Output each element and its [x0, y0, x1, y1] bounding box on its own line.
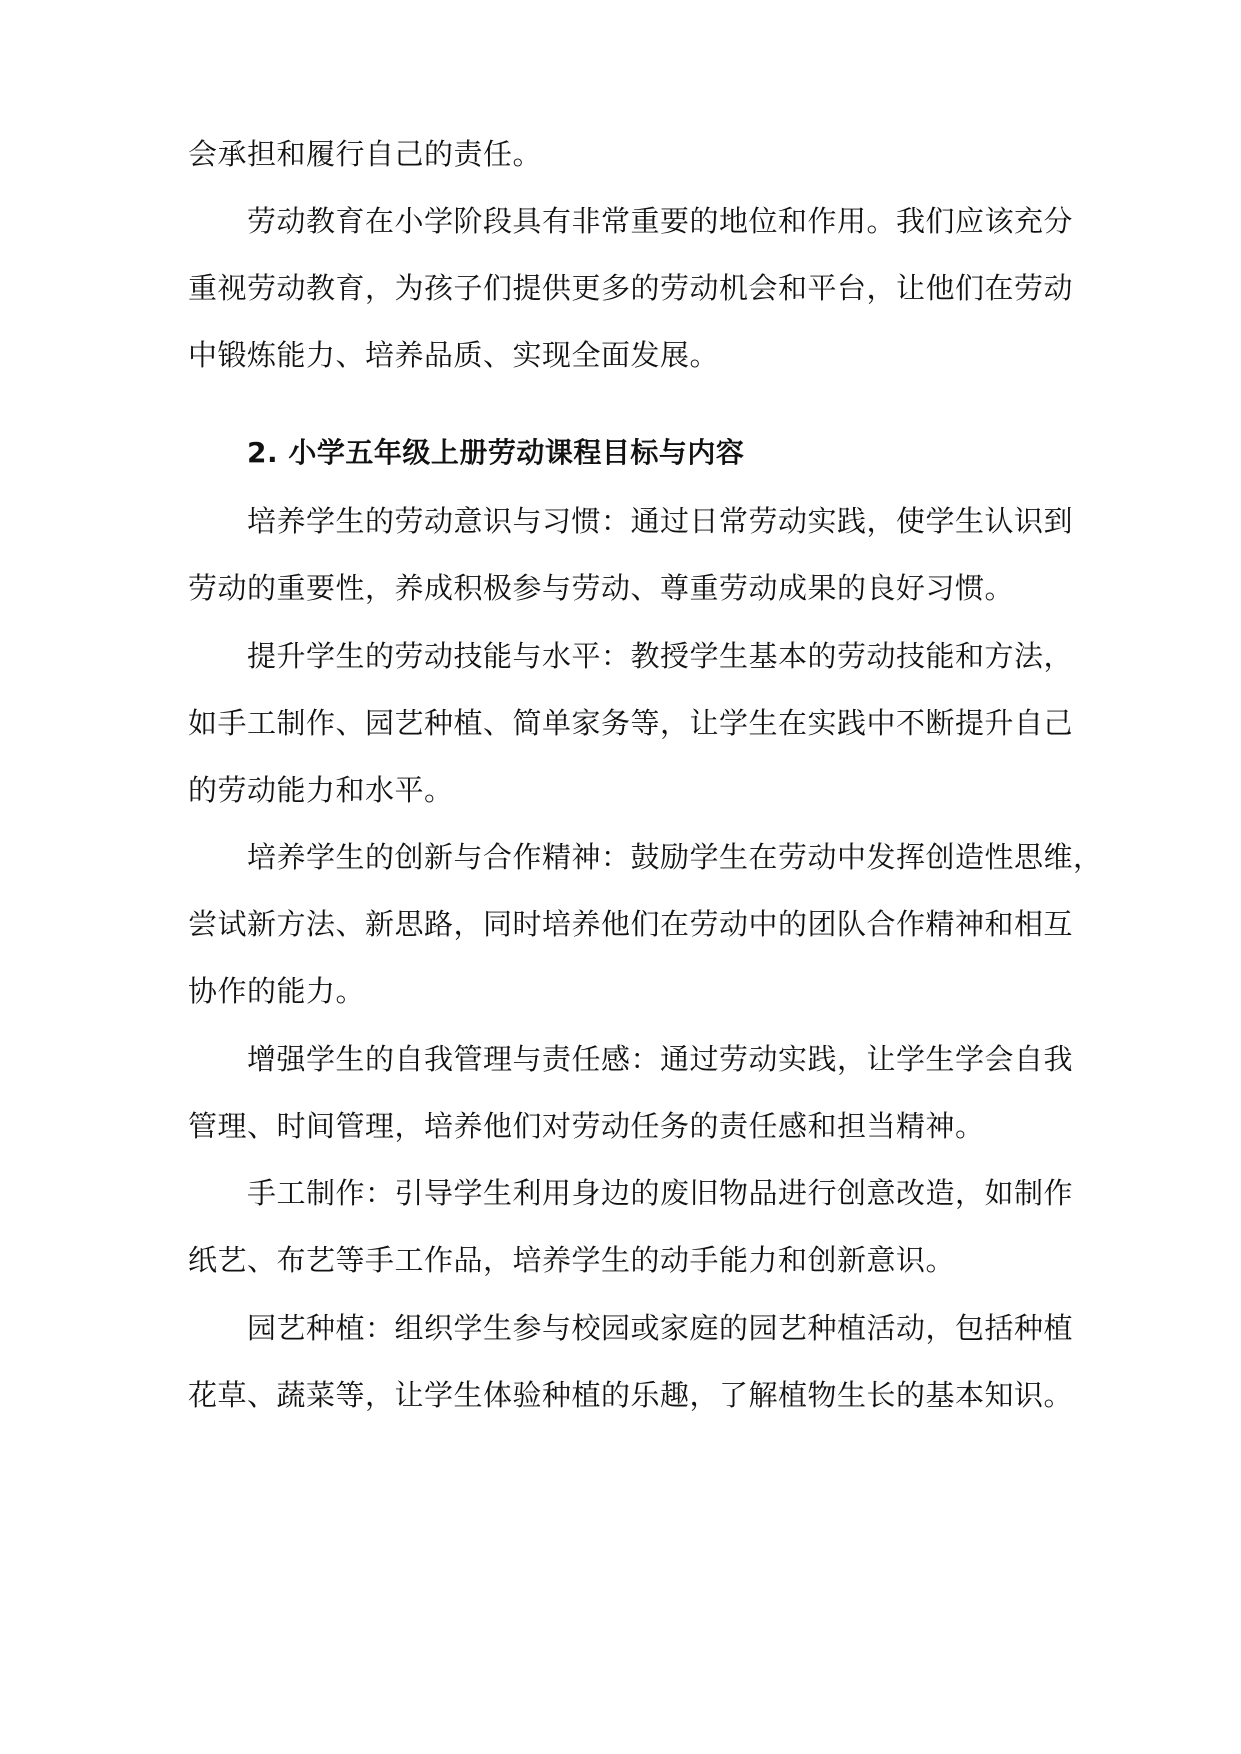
paragraph-line: 劳动的重要性，养成积极参与劳动、尊重劳动成果的良好习惯。 — [188, 571, 1015, 605]
paragraph-line: 提升学生的劳动技能与水平：教授学生基本的劳动技能和方法， — [247, 639, 1074, 673]
paragraph-line: 手工制作：引导学生利用身边的废旧物品进行创意改造，如制作 — [247, 1176, 1074, 1210]
paragraph-line: 劳动教育在小学阶段具有非常重要的地位和作用。我们应该充分 — [247, 204, 1074, 238]
paragraph-line: 如手工制作、园艺种植、简单家务等，让学生在实践中不断提升自己 — [188, 706, 1074, 740]
paragraph-line: 纸艺、布艺等手工作品，培养学生的动手能力和创新意识。 — [188, 1243, 956, 1277]
paragraph-line: 尝试新方法、新思路，同时培养他们在劳动中的团队合作精神和相互 — [188, 907, 1074, 941]
paragraph-line: 管理、时间管理，培养他们对劳动任务的责任感和担当精神。 — [188, 1109, 985, 1143]
paragraph-line: 培养学生的创新与合作精神：鼓励学生在劳动中发挥创造性思维， — [247, 840, 1103, 874]
paragraph-line: 的劳动能力和水平。 — [188, 773, 454, 807]
paragraph-line: 增强学生的自我管理与责任感：通过劳动实践，让学生学会自我 — [247, 1042, 1074, 1076]
paragraph-line: 重视劳动教育，为孩子们提供更多的劳动机会和平台，让他们在劳动 — [188, 271, 1074, 305]
section-heading: 2. 小学五年级上册劳动课程目标与内容 — [247, 436, 745, 469]
paragraph-line: 中锻炼能力、培养品质、实现全面发展。 — [188, 338, 720, 372]
paragraph-line: 培养学生的劳动意识与习惯：通过日常劳动实践，使学生认识到 — [247, 504, 1074, 538]
paragraph-line: 花草、蔬菜等，让学生体验种植的乐趣，了解植物生长的基本知识。 — [188, 1378, 1074, 1412]
paragraph-line: 园艺种植：组织学生参与校园或家庭的园艺种植活动，包括种植 — [247, 1311, 1074, 1345]
paragraph-line: 协作的能力。 — [188, 974, 366, 1008]
paragraph-line: 会承担和履行自己的责任。 — [188, 137, 543, 171]
